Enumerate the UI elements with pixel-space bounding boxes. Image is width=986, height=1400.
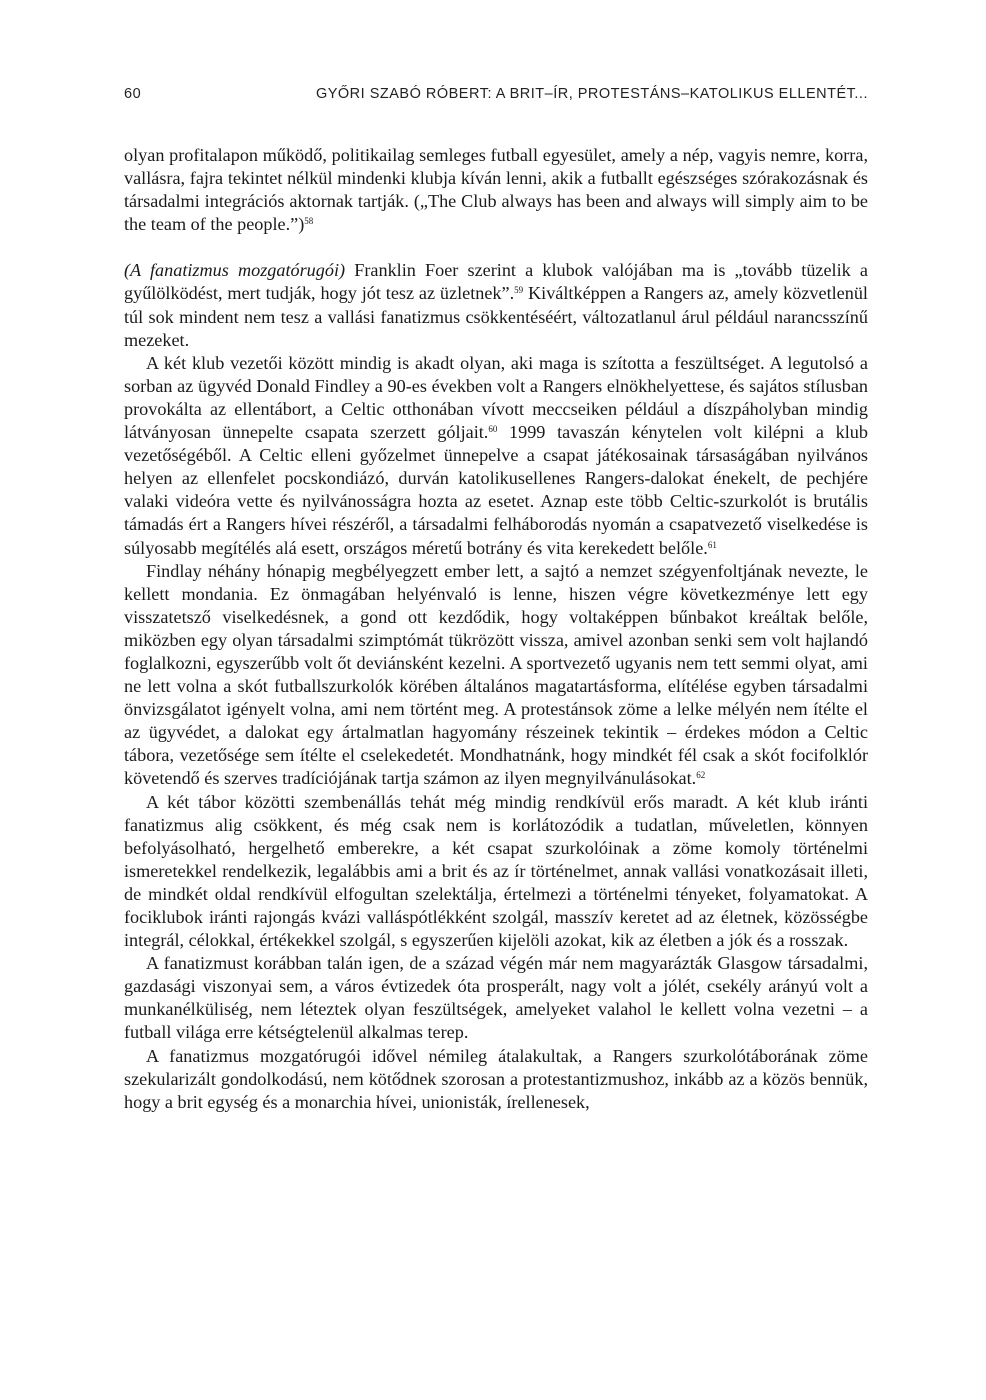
footnote-ref: 60 xyxy=(488,424,498,435)
footnote-ref: 58 xyxy=(304,216,314,227)
page-number: 60 xyxy=(124,86,142,102)
paragraph-5 xyxy=(124,791,868,953)
paragraph-text: A két klub vezetői között mindig is akadt olyan, aki maga is szította a feszültséget. A legutolsó a sorban az ügyvéd Donald Findley a 90-es években volt a Rangers elnökhelyettese, és sajátos stílusban provokálta az ellentábort, a Celtic otthonában vívott meccseiken például a díszpáholyban mindig látványosan ünnepelte csapata szerzett góljait. xyxy=(124,352,868,443)
paragraph-2 xyxy=(124,259,868,351)
paragraph-text: A fanatizmust korábban talán igen, de a század végén már nem magyarázták Glasgow társadalmi, gazdasági viszonyai sem, a város évtizedek óta prosperált, nagy volt a jólét, csekély arányú volt a munkanélküliség, nem léteztek olyan feszültségek, amelyeket valahol le kellett volna vezetni – a futball világa erre kétségtelenül alkalmas terep. xyxy=(124,953,868,1043)
paragraph-text: 1999 tavaszán kénytelen volt kilépni a klub vezetőségéből. A Celtic elleni győzelmet ünnepelve a csapat játékosainak társaságában nyilvános helyen az ellenfelet pocskondiázó, durván katolikusellenes Rangers-dalokat énekelt, de pechjére valaki videóra vette és nyilvánosságra hozta az esetet. Aznap este több Celtic-szurkolót is brutális támadás ért a Rangers hívei részéről, a társadalmi felháborodás nyomán a csapatvezető viselkedése is súlyosabb megítélés alá esett, országos méretű botrány és vita kerekedett belőle. xyxy=(124,422,868,558)
paragraph-7 xyxy=(124,1045,868,1114)
running-title: GYŐRI SZABÓ RÓBERT: A BRIT–ÍR, PROTESTÁNS–KATOLIKUS ELLENTÉT... xyxy=(315,86,868,102)
body-text xyxy=(124,144,868,1114)
paragraph-1 xyxy=(124,144,868,236)
paragraph-text: A két tábor közötti szembenállás tehát még mindig rendkívül erős maradt. A két klub iránti fanatizmus alig csökkent, és még csak nem is korlátozódik a tudatlan, műveletlen, könnyen befolyásolható, hergelhető emberekre, a két csapat szurkolóinak a zöme komoly történelmi ismeretekkel rendelkezik, legalábbis ami a brit és az ír történelmet, annak vallási vonatkozásait illeti, de mindkét oldal rendkívül elfogultan szelektálja, értelmezi a történelmi tényeket, folyamatokat. A fociklubok iránti rajongás kvázi valláspótlékként szolgál, masszív keretet ad az életnek, közösségbe integrál, célokkal, értékekkel szolgál, s egyszerűen kijelöli azokat, kik az életben a jók és a rosszak. xyxy=(124,791,868,951)
footnote-ref: 61 xyxy=(707,539,717,550)
paragraph-text: Kiváltképpen a Rangers az, amely közvetlenül túl sok mindent nem tesz a vallási fanatizmus csökkentéséért, változatlanul árul például narancsszínű mezeket. xyxy=(124,283,868,350)
footnote-ref: 59 xyxy=(514,285,524,296)
paragraph-4 xyxy=(124,560,868,791)
footnote-ref: 62 xyxy=(696,770,706,781)
paragraph-text: Franklin Foer szerint a klubok valójában ma is „tovább tüzelik a gyűlölködést, mert tudják, hogy jót tesz az üzletnek”. xyxy=(124,260,868,304)
paragraph-3 xyxy=(124,352,868,560)
paragraph-text: olyan profitalapon működő, politikailag semleges futball egyesület, amely a nép, vagyis nemre, korra, vallásra, fajra tekintet nélkül mindenki klubja kíván lenni, akik a futballt egészséges szórakozásnak és társadalmi integrációs aktornak tartják. („The Club always has been and always will simply aim to be the team of the people.”) xyxy=(124,145,868,235)
section-heading-inline: (A fanatizmus mozgatórugói) xyxy=(124,260,346,281)
paragraph-text: Findlay néhány hónapig megbélyegzett ember lett, a sajtó a nemzet szégyenfoltjának nevezte, le kellett mondania. Ez önmagában helyénvaló is lenne, hiszen végre következménye lett egy visszatetsző viselkedésnek, a gond ott kezdődik, hogy voltaképpen bűnbakot kreáltak belőle, miközben egy olyan társadalmi szimptómát tükrözött vissza, amivel azonban senki sem volt hajlandó foglalkozni, egyszerűbb volt őt deviánsként kezelni. A sportvezető ugyanis nem tett semmi olyat, ami ne lett volna a skót futballszurkolók körében általános magatartásforma, elítélése egyben társadalmi önvizsgálatot igényelt volna, ami nem történt meg. A protestánsok zöme a lelke mélyén nem ítélte el az ügyvédet, a dalokat egy ártalmatlan hagyomány részeinek tekintik – érdekes módon a Celtic tábora, vezetősége sem ítélte el cselekedetét. Mondhatnánk, hogy mindkét fél csak a skót focifolklór követendő és szerves tradíciójának tartja számon az ilyen megnyilvánulásokat. xyxy=(124,560,868,789)
paragraph-text: A fanatizmus mozgatórugói idővel némileg átalakultak, a Rangers szurkolótáborának zöme szekularizált gondolkodású, nem kötődnek szorosan a protestantizmushoz, inkább az a közös bennük, hogy a brit egység és a monarchia hívei, unionisták, írellenesek, xyxy=(124,1045,868,1112)
paragraph-6 xyxy=(124,952,868,1044)
running-header xyxy=(124,86,868,102)
